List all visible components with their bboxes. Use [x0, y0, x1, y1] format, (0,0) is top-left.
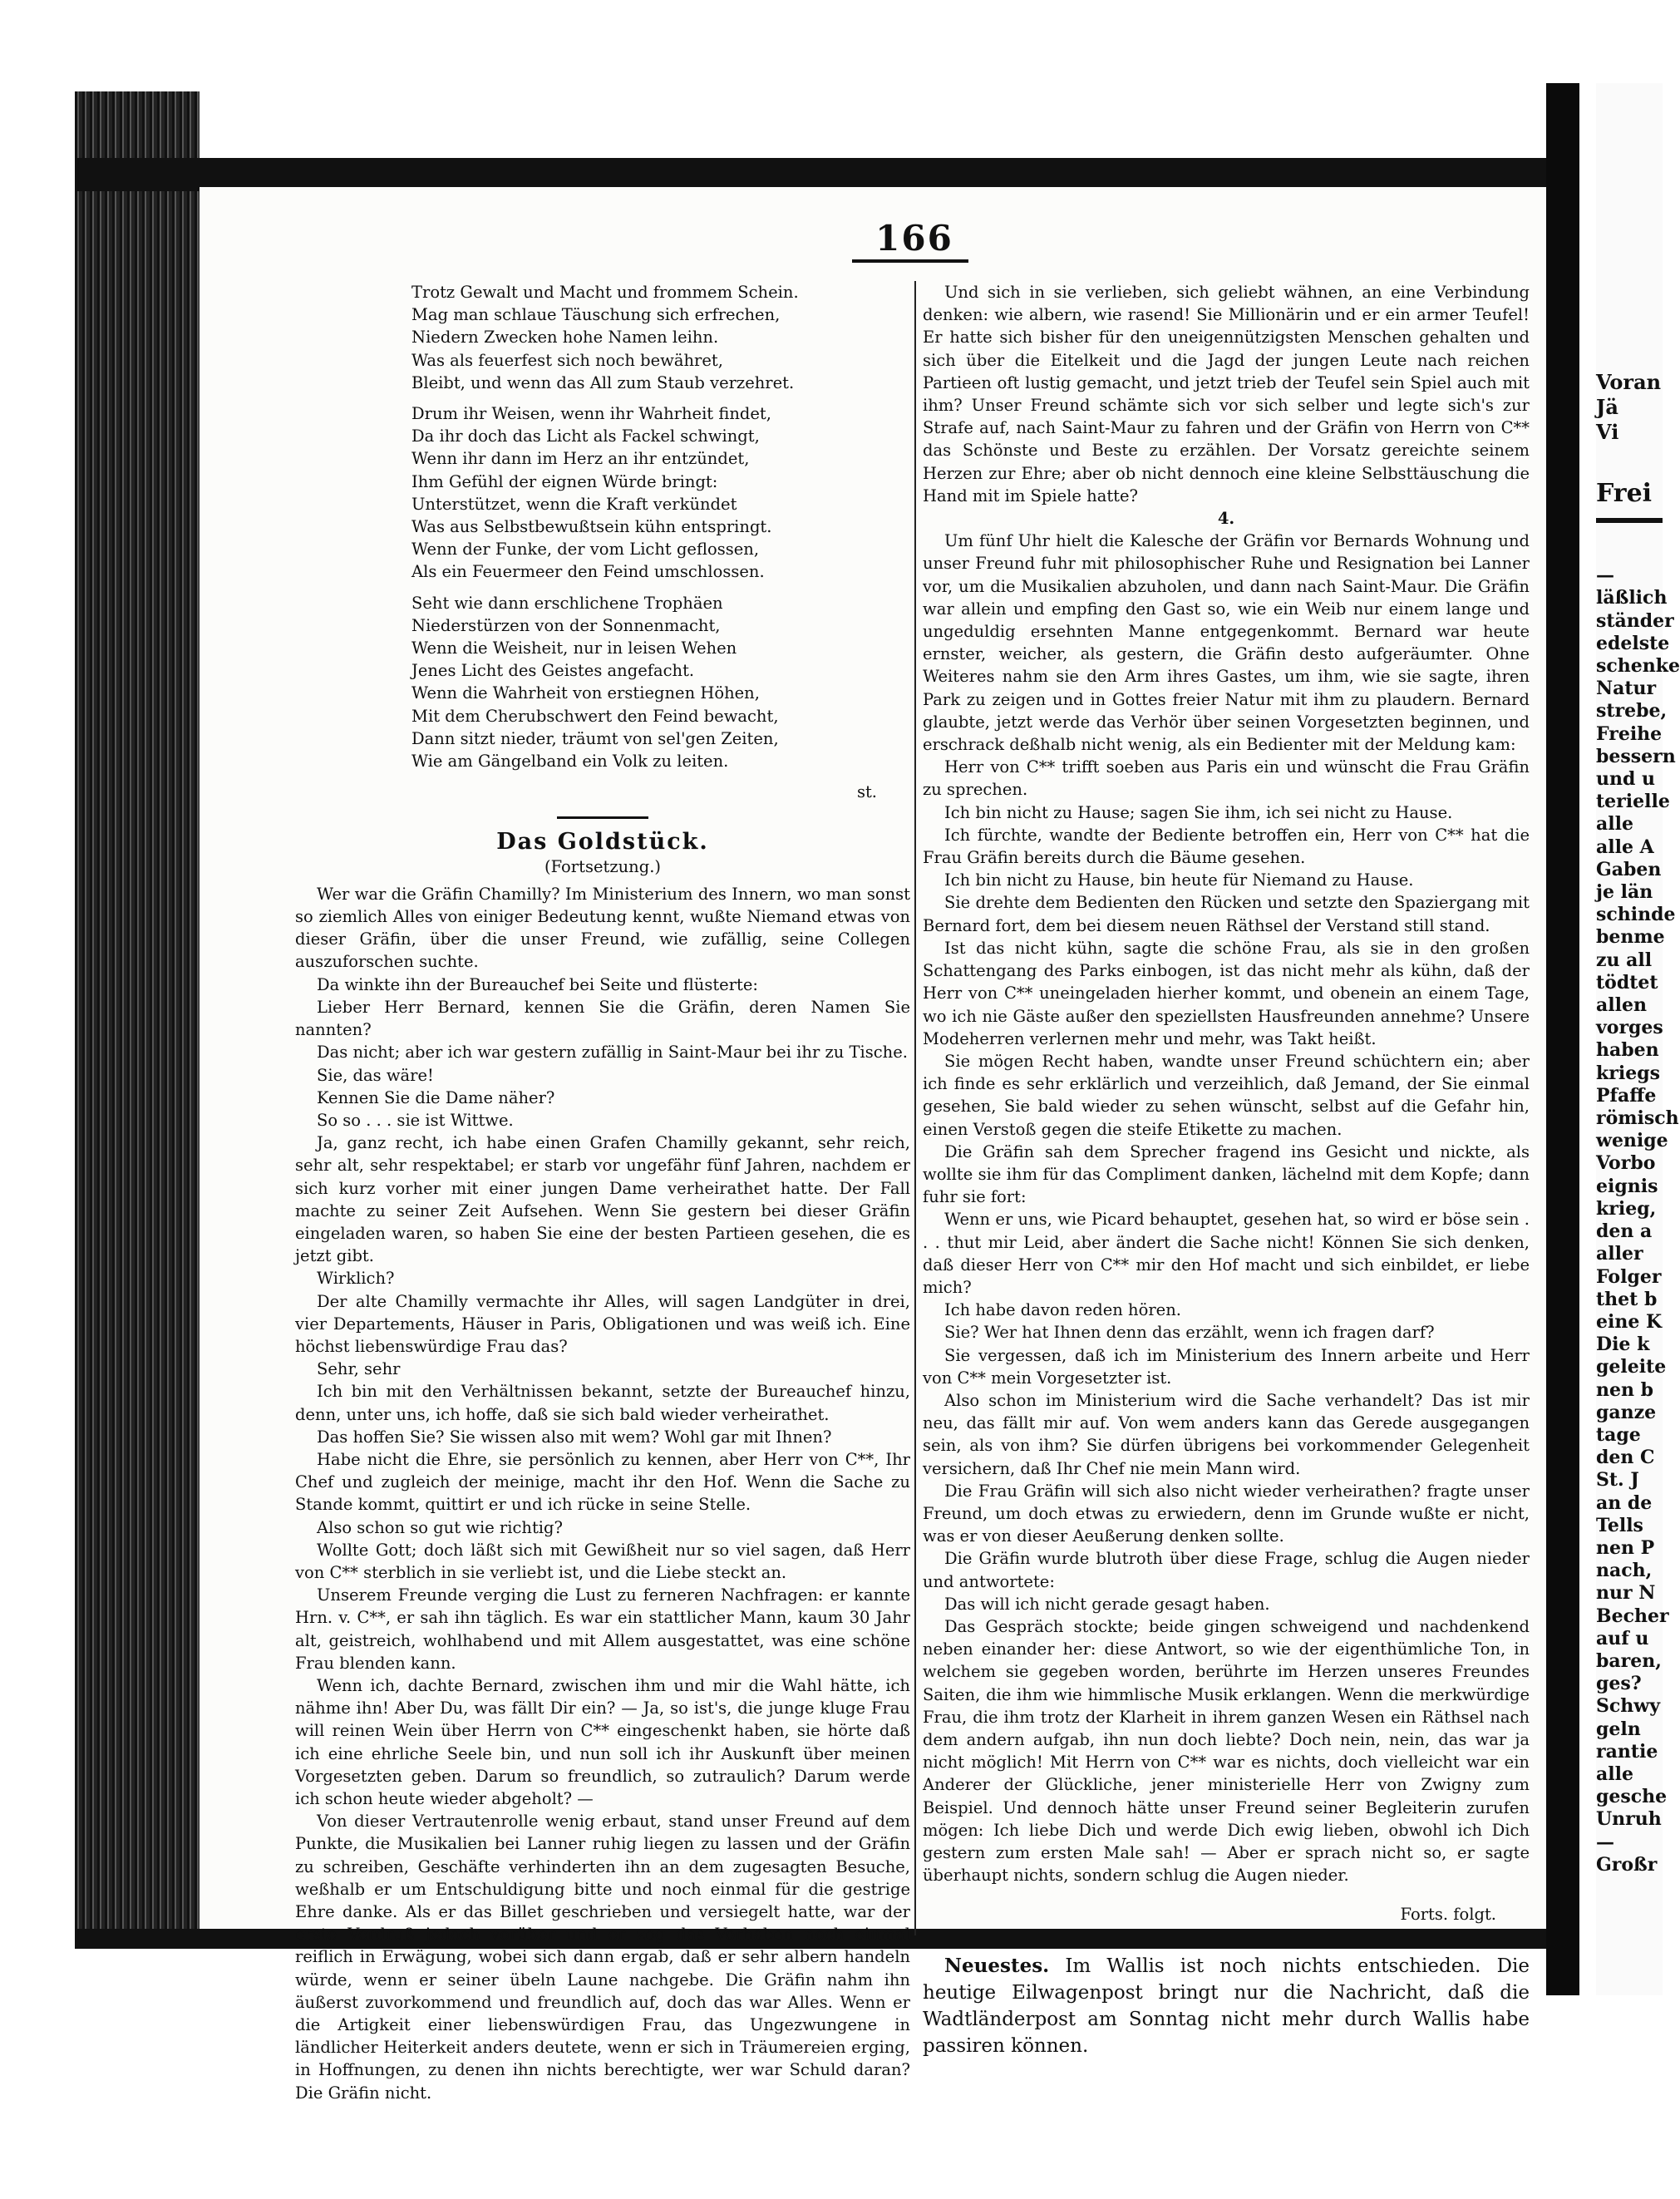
adjacent-page-line: terielle	[1596, 791, 1670, 813]
adjacent-header-line: Vi	[1596, 420, 1619, 444]
adjacent-page-lines	[1596, 565, 1680, 1876]
adjacent-page-line: krieg,	[1596, 1197, 1657, 1220]
story-paragraph: Ich bin nicht zu Hause, bin heute für Niemand zu Hause.	[944, 870, 1414, 890]
adjacent-page-line: an de	[1596, 1491, 1653, 1514]
story-paragraph: Wer war die Gräfin Chamilly? Im Ministerium des Innern, wo man sonst so ziemlich Alles von einiger Bedeutung kennt, wußte Niemand etwas von dieser Gräfin, über die unser Freund, wie zufällig, seine Collegen auszuforschen suchte.	[295, 884, 910, 972]
story-paragraph: Ich fürchte, wandte der Bediente betroffen ein, Herr von C** hat die Frau Gräfin bereits durch die Bäume gesehen.	[923, 825, 1530, 868]
continuation-note: Forts. folgt.	[1400, 1904, 1496, 1924]
poem-line: Unterstützet, wenn die Kraft verkündet	[411, 494, 737, 514]
adjacent-page-line: römisch	[1596, 1107, 1679, 1130]
adjacent-page-rule	[1596, 518, 1663, 523]
adjacent-page-line: ganze	[1596, 1401, 1657, 1423]
adjacent-page-line: aller	[1596, 1243, 1643, 1265]
story-paragraph: Wenn er uns, wie Picard behauptet, gesehen hat, so wird er böse sein . . . thut mir Leid, aber ändert die Sache nicht! Können Sie sich denken, daß dieser Herr von C** mir den Hof macht und sich einbildet, er liebe mich?	[923, 1210, 1530, 1297]
adjacent-page-line: schenke	[1596, 655, 1680, 678]
story-paragraph: Wirklich?	[317, 1269, 395, 1289]
scan-margin	[0, 0, 1663, 91]
story-text-left	[295, 883, 910, 2104]
column-rule	[914, 281, 916, 1935]
story-paragraph: Da winkte ihn der Bureauchef bei Seite und flüsterte:	[317, 974, 758, 994]
adjacent-page-line: Natur	[1596, 678, 1657, 700]
poem-line: Ihm Gefühl der eignen Würde bringt:	[411, 471, 718, 491]
adjacent-page-title: Frei	[1596, 479, 1653, 508]
adjacent-page-line: edelste	[1596, 632, 1670, 654]
poem-line: Als ein Feuermeer den Feind umschlossen.	[411, 562, 765, 582]
story-paragraph: Sie vergessen, daß ich im Ministerium des Innern arbeite und Herr von C** mein Vorgesetzter ist.	[923, 1345, 1530, 1388]
section-divider	[557, 816, 648, 819]
poem-line: Mit dem Cherubschwert den Feind bewacht,	[411, 706, 779, 726]
right-column	[923, 281, 1530, 2059]
story-paragraph: Um fünf Uhr hielt die Kalesche der Gräfin vor Bernards Wohnung und unser Freund fuhr mit philosophischer Ruhe und Resignation bei Lanner vor, um die Musikalien abzuholen, und dann nach Saint-Maur. Die Gräfin war allein und empfing den Gast so, wie ein Weib nur einem lange und ungeduldig ersehnten Manne entgegenkommt. Bernard war heute ernster, weicher, als gestern, die Gräfin desto aufgeräumter. Ohne Weiteres nahm sie den Arm ihres Gastes, um ihm, wie sie sagte, ihren Park zu zeigen und in Gottes freier Natur mit ihm zu plaudern. Bernard glaubte, jetzt werde das Verhör über seinen Vorgesetzten beginnen, und erschrack deßhalb nicht wenig, als ein Bedienter mit der Meldung kam:	[923, 531, 1530, 755]
adjacent-page-line: auf u	[1596, 1627, 1649, 1649]
left-column	[295, 281, 910, 2104]
poem-line: Dann sitzt nieder, träumt von sel'gen Zeiten,	[411, 728, 779, 748]
story-paragraph: Die Frau Gräfin will sich also nicht wieder verheirathen? fragte unser Freund, um doch etwas zu erwiedern, denn im Grunde wußte er nicht, was er von dieser Aeußerung denken sollte.	[923, 1481, 1530, 1546]
poem-line: Niedern Zwecken hohe Namen leihn.	[411, 328, 719, 348]
story-paragraph: Ich bin nicht zu Hause; sagen Sie ihm, ich sei nicht zu Hause.	[944, 802, 1453, 822]
adjacent-page-line: strebe,	[1596, 700, 1668, 722]
poem-line: Wenn die Weisheit, nur in leisen Wehen	[411, 638, 737, 658]
adjacent-page-line: Becher	[1596, 1605, 1669, 1627]
adjacent-page-line: bessern	[1596, 745, 1676, 767]
news-item	[923, 1953, 1530, 2059]
adjacent-header-line: Jä	[1596, 395, 1618, 419]
poem-signature: st.	[856, 782, 877, 802]
story-paragraph: Also schon so gut wie richtig?	[317, 1517, 563, 1537]
story-paragraph: Sie drehte dem Bedienten den Rücken und setzte den Spaziergang mit Bernard fort, dem bei diesem neuen Räthsel der Verstand still stand.	[923, 893, 1530, 935]
poem-stanza	[411, 402, 877, 584]
adjacent-page-line: benme	[1596, 926, 1665, 949]
adjacent-page-line: —	[1596, 1831, 1614, 1853]
chapter-number: 4.	[1217, 509, 1235, 529]
poem-line: Mag man schlaue Täuschung sich erfrechen,	[411, 305, 781, 325]
adjacent-page-line: kriegs	[1596, 1062, 1660, 1084]
story-paragraph: Sie, das wäre!	[317, 1065, 434, 1085]
adjacent-page-line: wenige	[1596, 1130, 1668, 1152]
poem-line: Da ihr doch das Licht als Fackel schwingt,	[411, 426, 760, 446]
book-page-edges	[75, 91, 200, 1945]
poem-line: Wenn ihr dann im Herz an ihr entzündet,	[411, 449, 750, 469]
poem-line: Trotz Gewalt und Macht und frommem Schein.	[411, 283, 799, 302]
news-label: Neuestes.	[944, 1954, 1050, 1977]
adjacent-page-line: und u	[1596, 768, 1656, 791]
adjacent-page-line: nen P	[1596, 1536, 1655, 1559]
adjacent-page-line: haben	[1596, 1039, 1659, 1062]
story-paragraph: So so . . . sie ist Wittwe.	[317, 1110, 514, 1130]
adjacent-page-line: eignis	[1596, 1175, 1658, 1197]
poem-line: Niederstürzen von der Sonnenmacht,	[411, 615, 721, 635]
book-shadow-top	[75, 158, 1563, 191]
adjacent-page-line: geln	[1596, 1718, 1641, 1740]
story-text-right-continued	[923, 530, 1530, 1886]
page-number-rule	[852, 259, 968, 263]
adjacent-page-line: rantie	[1596, 1740, 1658, 1763]
adjacent-page-line: nen b	[1596, 1378, 1654, 1401]
story-paragraph: Sehr, sehr	[317, 1359, 401, 1379]
book-gutter	[1546, 83, 1579, 1995]
poem-line: Wenn die Wahrheit von erstiegnen Höhen,	[411, 683, 760, 703]
poem-line: Drum ihr Weisen, wenn ihr Wahrheit findet,	[411, 404, 771, 424]
adjacent-page-line: Gaben	[1596, 858, 1662, 880]
adjacent-page-fragment	[1596, 83, 1680, 1995]
adjacent-page-line: nach,	[1596, 1560, 1653, 1582]
adjacent-page-line: nur N	[1596, 1582, 1656, 1605]
story-paragraph: Lieber Herr Bernard, kennen Sie die Gräfin, deren Namen Sie nannten?	[295, 997, 910, 1040]
story-paragraph: Also schon im Ministerium wird die Sache verhandelt? Das ist mir neu, das fällt mir auf. Von wem anders kann das Gerede ausgegangen sein, als von ihm? Sie dürfen übrigens bei vorkommender Gelegenheit versichern, daß Ihr Chef nie mein Mann wird.	[923, 1390, 1530, 1478]
story-paragraph: Unserem Freunde verging die Lust zu ferneren Nachfragen: er kannte Hrn. v. C**, er sah ihn täglich. Es war ein stattlicher Mann, kaum 30 Jahr alt, geistreich, wohlhabend und mit Allem ausgestattet, was eine schöne Frau blenden kann.	[295, 1585, 910, 1673]
story-paragraph: Das nicht; aber ich war gestern zufällig in Saint-Maur bei ihr zu Tische.	[317, 1043, 908, 1063]
story-paragraph: Herr von C** trifft soeben aus Paris ein und wünscht die Frau Gräfin zu sprechen.	[923, 757, 1530, 800]
story-paragraph: Der alte Chamilly vermachte ihr Alles, will sagen Landgüter in drei, vier Departements, Häuser in Paris, Obligationen und was weiß ich. Eine höchst liebenswürdige Frau das?	[295, 1291, 910, 1356]
adjacent-page-line: Vorbo	[1596, 1152, 1656, 1175]
adjacent-page-line: schinde	[1596, 904, 1676, 926]
poem-line: Was als feuerfest sich noch bewähret,	[411, 350, 723, 370]
adjacent-page-line: eine K	[1596, 1310, 1663, 1333]
story-paragraph: Die Gräfin wurde blutroth über diese Frage, schlug die Augen nieder und antwortete:	[923, 1549, 1530, 1591]
adjacent-page-line: tage	[1596, 1423, 1641, 1446]
story-paragraph: Das will ich nicht gerade gesagt haben.	[944, 1594, 1270, 1614]
story-paragraph: Ich habe davon reden hören.	[944, 1300, 1181, 1320]
story-paragraph: Ich bin mit den Verhältnissen bekannt, setzte der Bureauchef hinzu, denn, unter uns, ich hoffe, daß sie sich bald wieder verheirathet.	[295, 1382, 910, 1424]
poem-line: Wenn der Funke, der vom Licht geflossen,	[411, 540, 760, 560]
poem-line: Jenes Licht des Geistes angefacht.	[411, 661, 695, 681]
story-paragraph: Kennen Sie die Dame näher?	[317, 1087, 555, 1107]
adjacent-page-line: Schwy	[1596, 1695, 1660, 1718]
adjacent-page-line: den a	[1596, 1220, 1653, 1243]
story-paragraph: Wenn ich, dachte Bernard, zwischen ihm und mir die Wahl hätte, ich nähme ihn! Aber Du, was fällt Dir ein? — Ja, so ist's, die junge kluge Frau will reinen Wein über Herrn von C** eingeschenkt haben, sie hörte daß ich eine ehrliche Seele bin, und nun soll ich ihr Auskunft über meinen Vorgesetzten geben. Darum so freundlich, so zutraulich? Darum werde ich schon heute wieder abgeholt? —	[295, 1675, 910, 1808]
story-paragraph: Ja, ganz recht, ich habe einen Grafen Chamilly gekannt, sehr reich, sehr alt, sehr respektabel; er starb vor ungefähr fünf Jahren, nachdem er sich kurz vorher mit einer jungen Dame verheirathet hatte. Der Fall machte zu seiner Zeit Aufsehen. Wenn Sie gestern bei dieser Gräfin eingeladen waren, so haben Sie eine der besten Partieen gesehen, die es jetzt gibt.	[295, 1133, 910, 1266]
poem-line: Wie am Gängelband ein Volk zu leiten.	[411, 752, 729, 772]
story-paragraph: Ist das nicht kühn, sagte die schöne Frau, als sie in den großen Schattengang des Parks einbogen, ist das nicht mehr als kühn, daß der Herr von C** uneingeladen hierher kommt, und obenein an einem Tage, wo ich nie Gäste außer den speziellsten Hausfreunden annehme? Unsere Modeherren verlernen mehr und mehr, was Takt heißt.	[923, 938, 1530, 1048]
adjacent-page-line: alle A	[1596, 836, 1654, 858]
adjacent-page-line: den C	[1596, 1447, 1655, 1469]
poem-stanza	[411, 281, 877, 394]
poem	[411, 281, 877, 803]
adjacent-page-line: —	[1596, 565, 1614, 587]
adjacent-page-line: je län	[1596, 881, 1653, 904]
story-text-right	[923, 281, 1530, 507]
page-number: 166	[875, 218, 953, 259]
adjacent-page-line: Folger	[1596, 1265, 1662, 1288]
adjacent-page-line: zu all	[1596, 949, 1653, 971]
story-paragraph: Und sich in sie verlieben, sich geliebt wähnen, an eine Verbindung denken: wie albern, wie rasend! Sie Millionärin und er ein armer Teufel! Er hatte sich bisher für den uneigennützigsten Menschen gehalten und sich über die Eitelkeit und die Jagd der jungen Leute nach reichen Partieen oft lustig gemacht, und jetzt trieb der Teufel sein Spiel auch mit ihm? Unser Freund schämte sich vor sich selber und legte sich's zur Strafe auf, nach Saint-Maur zu fahren und der Gräfin von Herrn von C** das Schönste und Beste zu erzählen. Der Vorsatz gereichte seinem Herzen zur Ehre; aber ob nicht dennoch eine kleine Selbsttäuschung die Hand mit im Spiele hatte?	[923, 283, 1530, 505]
story-paragraph: Von dieser Vertrautenrolle wenig erbaut, stand unser Freund auf dem Punkte, die Musikalien bei Lanner ruhig liegen zu lassen und der Gräfin zu schreiben, Geschäfte verhinderten ihn an dem zugesagten Besuche, weßhalb er um Entschuldigung bitte und noch einmal für die gestrige Ehre danke. Als er das Billet geschrieben und versiegelt hatte, war der erste Verdruß jedoch vorüber und er zog das Vorhaben noch einmal reiflich in Erwägung, wobei sich dann ergab, daß er sehr albern handeln würde, wenn er seiner übeln Laune nachgebe. Die Gräfin nahm ihn äußerst zuvorkommend und freundlich auf, doch das war Alles. Wenn er die Artigkeit einer liebenswürdigen Frau, das Ungezwungene in ländlicher Heiterkeit anders deutete, wenn er sich in Träumereien erging, in Hoffnungen, zu denen ihn nichts berechtigte, wer war Schuld daran? Die Gräfin nicht.	[295, 1812, 910, 2103]
adjacent-page-line: ges?	[1596, 1673, 1642, 1695]
adjacent-page-line: allen	[1596, 994, 1647, 1017]
news-text: Im Wallis ist noch nichts entschieden. Die heutige Eilwagenpost bringt nur die Nachricht, daß die Wadtländerpost am Sonntag nicht mehr durch Wallis habe passiren können.	[923, 1955, 1530, 2057]
poem-line: Seht wie dann erschlichene Trophäen	[411, 593, 723, 613]
adjacent-page-line: alle	[1596, 1763, 1633, 1785]
story-paragraph: Das Gespräch stockte; beide gingen schweigend und nachdenkend neben einander her: diese Antwort, so wie der eigenthümliche Ton, in welchem sie gegeben worden, berührte im Herzen unseres Freundes Saiten, die ihm wie himmlische Musik erklangen. Wenn die merkwürdige Frau, die ihm trotz der Klarheit in ihrem ganzen Wesen ein Räthsel nach dem andern aufgab, ihn nun doch liebte? Doch nein, nein, das war ja nicht möglich! Mit Herrn von C** war es nichts, doch vielleicht war ein Anderer der Glückliche, jener ministerielle Herr von Zwigny zum Beispiel. Und dennoch hätte unser Freund seiner Begleiterin zurufen mögen: Ich liebe Dich und werde Dich ewig lieben, obwohl ich Dich gestern zum ersten Male sah! — Aber er sprach nicht so, er sagte überhaupt nichts, sondern schlug die Augen nieder.	[923, 1616, 1530, 1886]
adjacent-page-line: Freihe	[1596, 722, 1663, 745]
story-subtitle: (Fortsetzung.)	[544, 856, 662, 876]
adjacent-page-line: alle	[1596, 813, 1633, 836]
adjacent-page-line: Unruh	[1596, 1808, 1662, 1831]
adjacent-page-line: St. J	[1596, 1469, 1639, 1491]
story-paragraph: Sie? Wer hat Ihnen denn das erzählt, wenn ich fragen darf?	[944, 1323, 1435, 1343]
adjacent-page-line: ständer	[1596, 609, 1674, 632]
adjacent-page-header	[1596, 370, 1663, 445]
adjacent-page-line: vorges	[1596, 1017, 1663, 1039]
adjacent-page-line: Tells	[1596, 1514, 1643, 1536]
adjacent-page-line: Pfaffe	[1596, 1084, 1657, 1107]
story-paragraph: Wollte Gott; doch läßt sich mit Gewißheit nur so viel sagen, daß Herr von C** sterblich in sie verliebt ist, und die Liebe steckt an.	[295, 1540, 910, 1582]
adjacent-page-line: thet b	[1596, 1288, 1658, 1310]
poem-stanza	[411, 592, 877, 773]
adjacent-page-line: baren,	[1596, 1649, 1662, 1672]
story-paragraph: Die Gräfin sah dem Sprecher fragend ins Gesicht und nickte, als wollte sie ihm für das Compliment danken, lächelnd mit dem Kopfe; dann fuhr sie fort:	[923, 1141, 1530, 1207]
poem-line: Was aus Selbstbewußtsein kühn entspringt.	[411, 517, 772, 537]
story-paragraph: Sie mögen Recht haben, wandte unser Freund schüchtern ein; aber ich finde es sehr erklärlich und verzeihlich, daß Jemand, der Sie einmal gesehen, Sie bald wieder zu sehen wünscht, selbst auf die Gefahr hin, einen Verstoß gegen die steife Etikette zu machen.	[923, 1051, 1530, 1139]
story-paragraph: Habe nicht die Ehre, sie persönlich zu kennen, aber Herr von C**, Ihr Chef und zugleich der meinige, macht ihr den Hof. Wenn die Sache zu Stande kommt, quittirt er und ich rücke in seine Stelle.	[295, 1449, 910, 1515]
adjacent-page-line: läßlich	[1596, 587, 1668, 609]
news-divider	[923, 1942, 1530, 1945]
adjacent-page-line: Die k	[1596, 1334, 1650, 1356]
adjacent-page-line: geleite	[1596, 1356, 1667, 1378]
adjacent-header-line: Voran	[1596, 370, 1662, 394]
adjacent-page-line: gesche	[1596, 1786, 1668, 1808]
story-paragraph: Das hoffen Sie? Sie wissen also mit wem? Wohl gar mit Ihnen?	[317, 1427, 832, 1447]
adjacent-page-line: Großr	[1596, 1853, 1658, 1876]
adjacent-page-line: tödtet	[1596, 971, 1658, 993]
story-title: Das Goldstück.	[496, 829, 709, 855]
poem-line: Bleibt, und wenn das All zum Staub verzehret.	[411, 372, 795, 392]
